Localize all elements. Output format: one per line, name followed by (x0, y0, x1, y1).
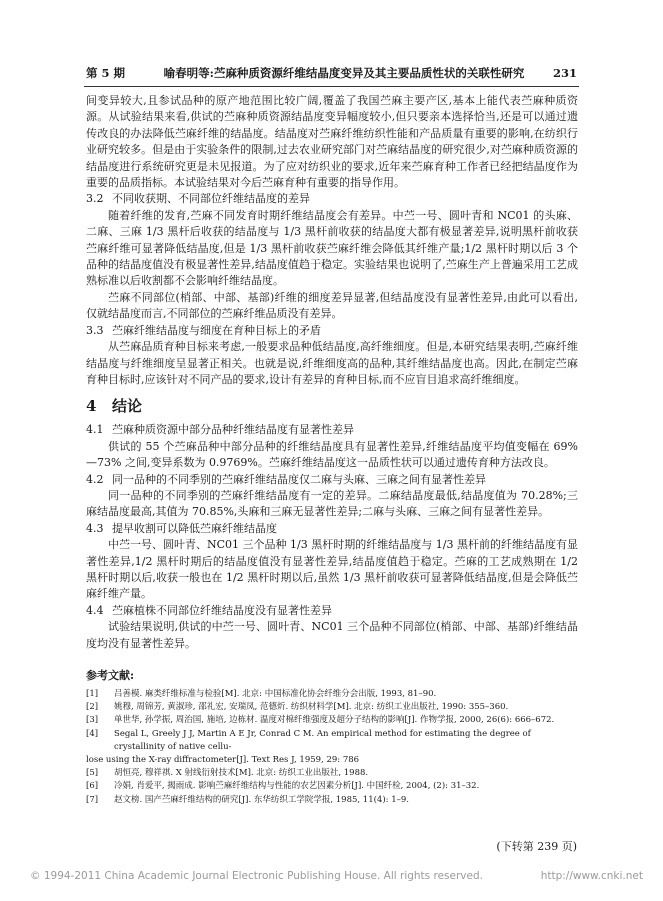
body-text (86, 93, 578, 807)
reference-list (86, 688, 578, 807)
reference-continuation: lose using the X-ray diffractometer[J]. Text Res J, 1959, 29: 786 (86, 755, 360, 766)
running-header (86, 64, 577, 82)
header-rule (84, 86, 579, 87)
issue-number: 第 5 期 (86, 66, 126, 80)
running-title: 喻春明等:苎麻种质资源纤维结晶度变异及其主要品质性状的关联性研究 (163, 66, 525, 80)
reference-item: [6] 冷娟, 肖爱平, 揭雨成. 影响苎麻纤维结构与性能的农艺因素分析[J]. 中国纤检, 2004, (2): 31–32. (86, 781, 480, 792)
reference-item: [2] 姚穆, 周锦芳, 黄淑珍, 邵礼宏, 安瑞凤, 范德炘. 纺织材料学[M]. 北京: 纺织工业出版社, 1990: 355–360. (86, 702, 509, 713)
paragraph: 供试的 55 个苎麻品种中部分品种的纤维结晶度具有显著性差异,纤维结晶度平均值变幅在 69%—73% 之间,变异系数为 0.9769%。苎麻纤维结晶度这一品质性状可以通过遗传育种方法改良。 (86, 439, 578, 470)
section-heading-4-1: 4.1 苎麻种质资源中部分品种纤维结晶度有显著性差异 (86, 423, 354, 437)
section-heading-4-2: 4.2 同一品种的不同季别的苎麻纤维结晶度仅二麻与头麻、三麻之间有显著性差异 (86, 472, 486, 486)
reference-item: [3] 单世华, 孙学振, 周治国, 施培, 边栋材. 温度对棉纤维强度及超分子结构的影响[J]. 作物学报, 2000, 26(6): 666–672. (86, 715, 555, 726)
copyright-footer (30, 870, 643, 882)
copyright-text: © 1994-2011 China Academic Journal Electronic Publishing House. All rights reserved. (30, 870, 483, 882)
paragraph: 从苎麻品质育种目标来考虑,一般要求品种低结晶度,高纤维细度。但是,本研究结果表明,苎麻纤维结晶度与纤维细度呈显著正相关。也就是说,纤维细度高的品种,其纤维结晶度也高。因此,在制定苎麻育种目标时,应该针对不同产品的要求,设计有差异的育种目标,而不应盲目追求高纤维细度。 (86, 340, 578, 386)
section-heading-3-3: 3.3 苎麻纤维结晶度与细度在育种目标上的矛盾 (86, 323, 321, 337)
section-heading-3-2: 3.2 不同收获期、不同部位纤维结晶度的差异 (86, 192, 310, 206)
page-number: 231 (552, 66, 577, 80)
continuation-note: (下转第 239 页) (496, 840, 577, 853)
paragraph: 同一品种的不同季别的苎麻纤维结晶度有一定的差异。二麻结晶度最低,结晶度值为 70.28%;三麻结晶度最高,其值为 70.85%,头麻和三麻无显著性差异;二麻与头麻、三麻之间有显著性差异。 (86, 488, 578, 519)
section-heading-4: 4 结论 (86, 397, 143, 416)
paragraph: 试验结果说明,供试的中苎一号、圆叶青、NC01 三个品种不同部位(梢部、中部、基部)纤维结晶度均没有显著性差异。 (86, 620, 578, 650)
site-url: http://www.cnki.net (540, 870, 643, 882)
section-heading-4-3: 4.3 提早收割可以降低苎麻纤维结晶度 (86, 521, 277, 535)
reference-item: [1] 吕善模. 麻类纤维标准与检验[M]. 北京: 中国标准化协会纤维分会出版, 1993, 81–90. (86, 689, 437, 699)
references-heading: 参考文献: (86, 669, 135, 682)
section-heading-4-4: 4.4 苎麻植株不同部位纤维结晶度没有显著性差异 (86, 603, 332, 617)
reference-item: [4] Segal L, Greely J J, Martin A E Jr, Conrad C M. An empirical method for estimating the degree of crystallinity of native cellu- (86, 728, 531, 752)
paragraph: 苎麻不同部位(梢部、中部、基部)纤维的细度差异显著,但结晶度没有显著性差异,由此可以看出,仅就结晶度而言,不同部位的苎麻纤维品质没有差异。 (86, 290, 578, 321)
paragraph: 随着纤维的发育,苎麻不同发育时期纤维结晶度会有差异。中苎一号、圆叶青和 NC01 的头麻、二麻、三麻 1/3 黑杆后收获的结晶度与 1/3 黑杆前收获的结晶度大都有极显著差异,说明黑杆前收获苎麻纤维可显著降低结晶度,但是 1/3 黑杆前收获苎麻纤维会降低其纤维产量;1/2 黑杆时期以后 3 个品种的结晶度值没有极显著性差异,结晶度值趋于稳定。实验结果也说明了,苎麻生产上普遍采用工艺成熟标准以后收割都不会影响纤维结晶度。 (86, 208, 578, 288)
paragraph: 中苎一号、圆叶青、NC01 三个品种 1/3 黑杆时期的纤维结晶度与 1/3 黑杆前的纤维结晶度有显著性差异,1/2 黑杆时期后的结晶度值没有显著性差异,结晶度值趋于稳定。苎麻的工艺成熟期在 1/2 黑杆时期以后,收获一般也在 1/2 黑杆时期以后,虽然 1/3 黑杆前收获可显著降低结晶度,但是会降低苎麻纤维产量。 (86, 538, 578, 601)
reference-item: [5] 胡恒亮, 穆祥祺. X 射线衍射技术[M]. 北京: 纺织工业出版社, 1988. (86, 768, 369, 779)
paragraph: 间变异较大,且参试品种的原产地范围比较广阔,覆盖了我国苎麻主要产区,基本上能代表苎麻种质资源。从试验结果来看,供试的苎麻种质资源结晶度变异幅度较小,但只要亲本选择恰当,还是可以通过遗传改良的办法降低苎麻纤维的结晶度。结晶度对苎麻纤维纺织性能和产品质量有重要的影响,在纺织行业研究较多。但是由于实验条件的限制,过去农业研究部门对苎麻结晶度的研究很少,对苎麻种质资源的结晶度进行系统研究更是未见报道。为了应对纺织业的要求,近年来苎麻育种工作者已经把结晶度作为重要的品质指标。本试验结果对今后苎麻育种有重要的指导作用。 (86, 94, 578, 190)
reference-item: [7] 赵文榜. 国产苎麻纤维结构的研究[J]. 东华纺织工学院学报, 1985, 11(4): 1–9. (86, 794, 409, 805)
